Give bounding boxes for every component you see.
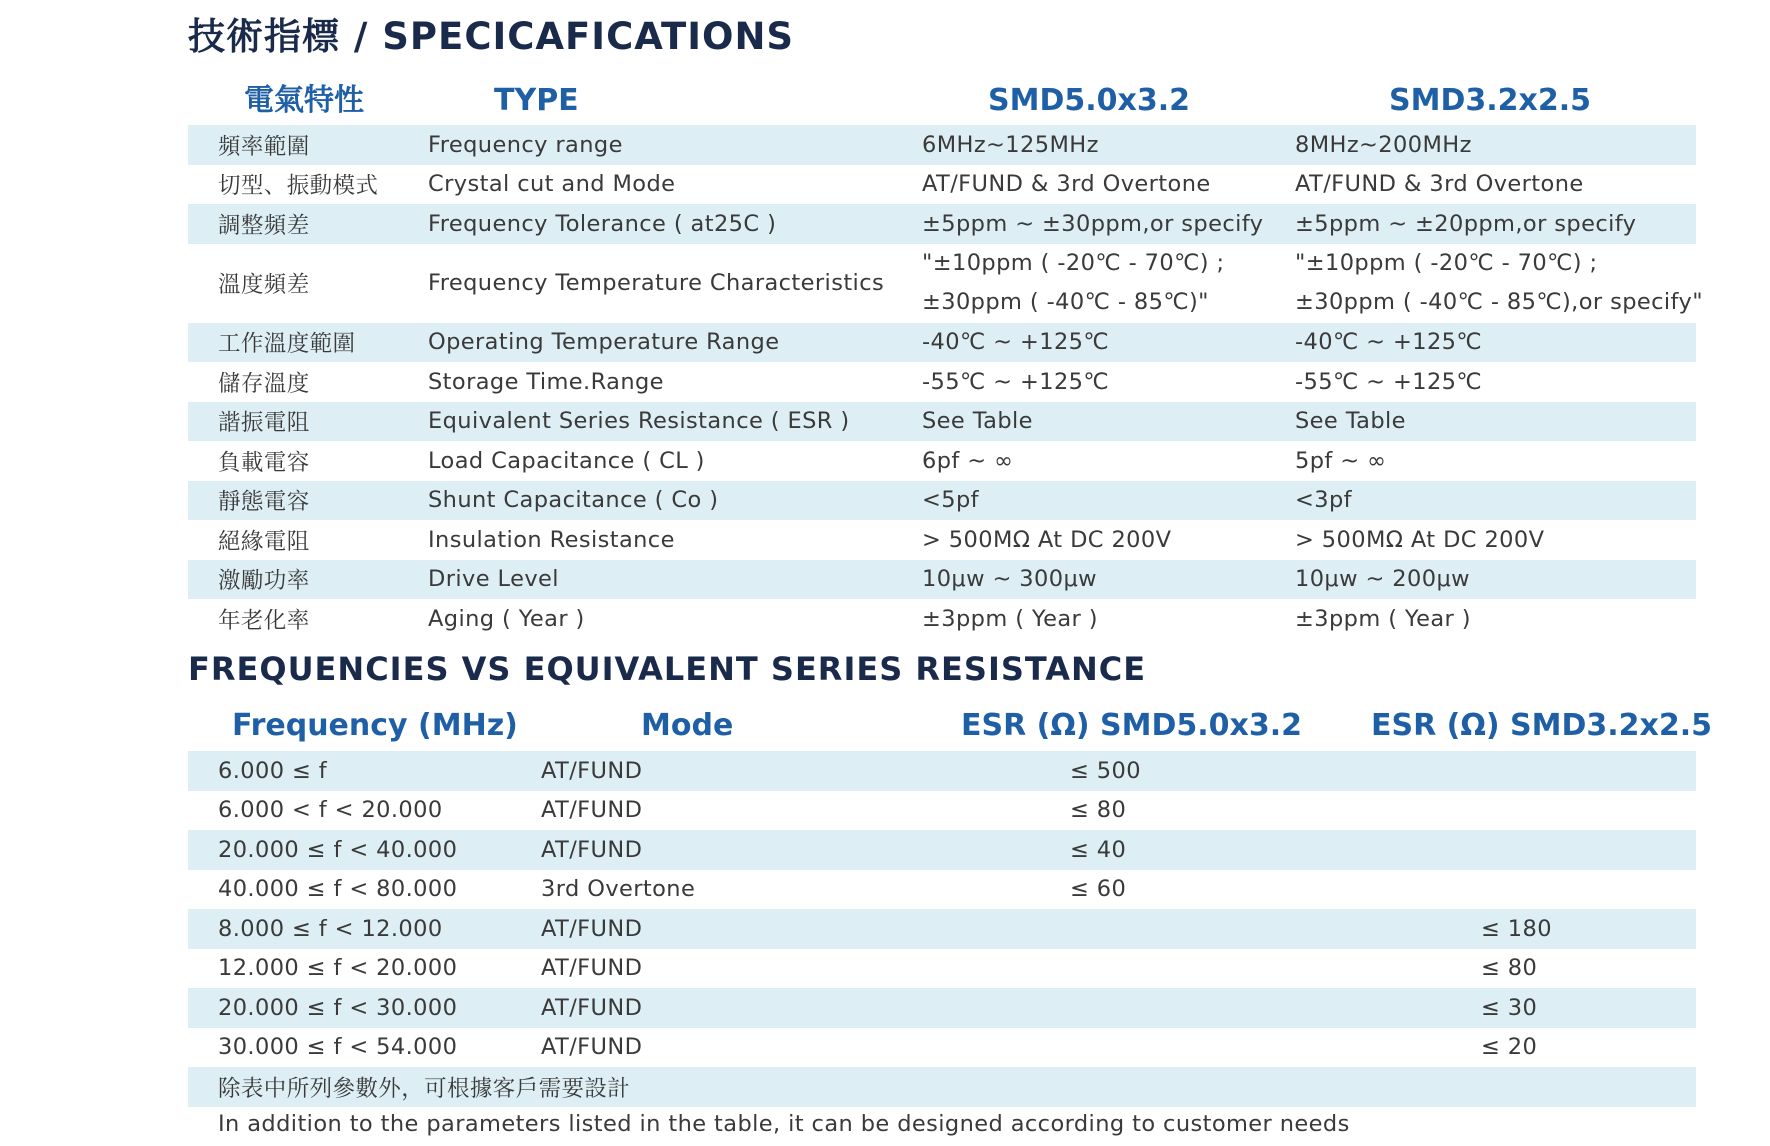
row-esr-smd32: ≤ 180 <box>1481 915 1552 942</box>
row-value-smd50: ±3ppm ( Year ) <box>922 605 1098 632</box>
row-mode: AT/FUND <box>541 836 643 863</box>
header-type: TYPE <box>494 83 579 118</box>
row-frequency: 20.000 ≤ f < 30.000 <box>218 994 458 1021</box>
row-esr-smd32: ≤ 80 <box>1481 955 1538 982</box>
row-value-smd50: <5pf <box>922 487 979 514</box>
table-row <box>188 402 1696 442</box>
row-value-smd50: ±5ppm ~ ±30ppm,or specify <box>922 210 1264 237</box>
row-mode: AT/FUND <box>541 1034 643 1061</box>
note-zh: 除表中所列參數外，可根據客戶需要設計 <box>218 1075 631 1102</box>
header-mode: Mode <box>641 708 734 743</box>
value-line: "±10ppm ( -20℃ - 70℃) ; <box>1295 249 1598 276</box>
row-esr-smd32: ≤ 30 <box>1481 994 1538 1021</box>
note-en: In addition to the parameters listed in the table, it can be designed according to customer needs <box>218 1111 1350 1137</box>
row-esr-smd50: ≤ 40 <box>1070 836 1127 863</box>
row-value-smd50 <box>922 244 1224 323</box>
row-label-en: Operating Temperature Range <box>428 329 780 356</box>
row-label-en: Shunt Capacitance ( Co ) <box>428 487 719 514</box>
row-value-smd50: 6MHz~125MHz <box>922 131 1099 158</box>
row-frequency: 20.000 ≤ f < 40.000 <box>218 836 458 863</box>
table-row <box>188 751 1696 791</box>
row-value-smd32: <3pf <box>1295 487 1352 514</box>
table-row <box>188 560 1696 600</box>
row-esr-smd50: ≤ 80 <box>1070 797 1127 824</box>
table-row <box>188 125 1696 165</box>
row-value-smd32: 5pf ~ ∞ <box>1295 447 1387 474</box>
value-line: ±30ppm ( -40℃ - 85℃),or specify" <box>1295 289 1703 315</box>
row-frequency: 12.000 ≤ f < 20.000 <box>218 955 458 982</box>
esr-section-title: FREQUENCIES VS EQUIVALENT SERIES RESISTANCE <box>188 650 1147 688</box>
row-label-en: Frequency Tolerance ( at25C ) <box>428 210 777 237</box>
table-row <box>188 204 1696 244</box>
row-frequency: 40.000 ≤ f < 80.000 <box>218 876 458 903</box>
table-row <box>188 520 1696 560</box>
table-row <box>188 988 1696 1028</box>
table-row <box>188 165 1696 205</box>
header-electrical-characteristics: 電氣特性 <box>244 83 364 118</box>
row-label-zh: 諧振電阻 <box>218 410 310 437</box>
row-label-zh: 溫度頻差 <box>218 272 310 298</box>
spec-table-header <box>188 80 1696 130</box>
row-label-zh: 頻率範圍 <box>218 133 310 160</box>
header-esr-smd50: ESR (Ω) SMD5.0x3.2 <box>961 708 1303 743</box>
row-value-smd32: > 500MΩ At DC 200V <box>1295 526 1545 553</box>
row-label-zh: 年老化率 <box>218 607 310 634</box>
row-label-zh: 工作溫度範圍 <box>218 331 356 358</box>
row-mode: AT/FUND <box>541 797 643 824</box>
row-label-en: Insulation Resistance <box>428 526 675 553</box>
table-row <box>188 481 1696 521</box>
row-value-smd32: -40℃ ~ +125℃ <box>1295 329 1483 356</box>
row-label-en: Drive Level <box>428 566 559 593</box>
row-value-smd32: 8MHz~200MHz <box>1295 131 1472 158</box>
row-value-smd50: -55℃ ~ +125℃ <box>922 368 1110 395</box>
row-value-smd50: 6pf ~ ∞ <box>922 447 1014 474</box>
row-value-smd32: See Table <box>1295 408 1406 435</box>
row-value-smd50: 10μw ~ 300μw <box>922 566 1097 593</box>
row-value-smd32 <box>1295 244 1703 323</box>
row-label-zh: 儲存溫度 <box>218 370 310 397</box>
row-value-smd50: > 500MΩ At DC 200V <box>922 526 1172 553</box>
row-label-zh: 切型、振動模式 <box>218 173 379 200</box>
esr-table <box>188 751 1696 1107</box>
table-row <box>188 791 1696 831</box>
table-row <box>188 830 1696 870</box>
row-mode: AT/FUND <box>541 994 643 1021</box>
row-label-en: Load Capacitance ( CL ) <box>428 447 705 474</box>
value-line: "±10ppm ( -20℃ - 70℃) ; <box>922 249 1225 276</box>
row-label-zh: 調整頻差 <box>218 212 310 239</box>
table-row <box>188 323 1696 363</box>
table-row <box>188 949 1696 989</box>
row-value-smd32: 10μw ~ 200μw <box>1295 566 1470 593</box>
row-label-en: Frequency Temperature Characteristics <box>428 270 885 296</box>
row-label-en: Storage Time.Range <box>428 368 664 395</box>
row-label-zh: 絕緣電阻 <box>218 528 310 555</box>
row-mode: 3rd Overtone <box>541 876 696 903</box>
esr-table-header <box>188 705 1713 755</box>
row-label-zh: 激勵功率 <box>218 568 310 595</box>
row-value-smd50: -40℃ ~ +125℃ <box>922 329 1110 356</box>
row-esr-smd50: ≤ 500 <box>1070 757 1141 784</box>
row-label-en: Equivalent Series Resistance ( ESR ) <box>428 408 850 435</box>
row-value-smd32: -55℃ ~ +125℃ <box>1295 368 1483 395</box>
header-esr-smd32: ESR (Ω) SMD3.2x2.5 <box>1371 708 1713 743</box>
header-frequency: Frequency (MHz) <box>232 708 518 743</box>
table-row <box>188 599 1696 639</box>
table-row <box>188 441 1696 481</box>
row-mode: AT/FUND <box>541 915 643 942</box>
row-frequency: 30.000 ≤ f < 54.000 <box>218 1034 458 1061</box>
specifications-table <box>188 125 1703 639</box>
row-frequency: 8.000 ≤ f < 12.000 <box>218 915 443 942</box>
table-row <box>188 244 1703 323</box>
row-label-en: Crystal cut and Mode <box>428 171 676 198</box>
value-line: ±30ppm ( -40℃ - 85℃)" <box>922 289 1209 315</box>
header-smd50: SMD5.0x3.2 <box>988 83 1191 118</box>
row-esr-smd50: ≤ 60 <box>1070 876 1127 903</box>
row-label-zh: 靜態電容 <box>218 489 310 516</box>
row-value-smd50: AT/FUND & 3rd Overtone <box>922 171 1211 198</box>
row-label-en: Frequency range <box>428 131 623 158</box>
row-mode: AT/FUND <box>541 955 643 982</box>
table-row <box>188 909 1696 949</box>
specifications-title: 技術指標 / SPECICAFICATIONS <box>188 15 795 58</box>
header-smd32: SMD3.2x2.5 <box>1389 83 1592 118</box>
table-row <box>188 362 1696 402</box>
row-value-smd32: ±3ppm ( Year ) <box>1295 605 1471 632</box>
table-row <box>188 1028 1696 1068</box>
note-row <box>188 1067 1696 1107</box>
row-esr-smd32: ≤ 20 <box>1481 1034 1538 1061</box>
row-value-smd32: ±5ppm ~ ±20ppm,or specify <box>1295 210 1637 237</box>
row-frequency: 6.000 < f < 20.000 <box>218 797 443 824</box>
row-value-smd50: See Table <box>922 408 1033 435</box>
row-label-zh: 負載電容 <box>218 449 310 476</box>
row-value-smd32: AT/FUND & 3rd Overtone <box>1295 171 1584 198</box>
row-label-en: Aging ( Year ) <box>428 605 585 632</box>
row-frequency: 6.000 ≤ f <box>218 757 328 784</box>
table-row <box>188 870 1696 910</box>
row-mode: AT/FUND <box>541 757 643 784</box>
